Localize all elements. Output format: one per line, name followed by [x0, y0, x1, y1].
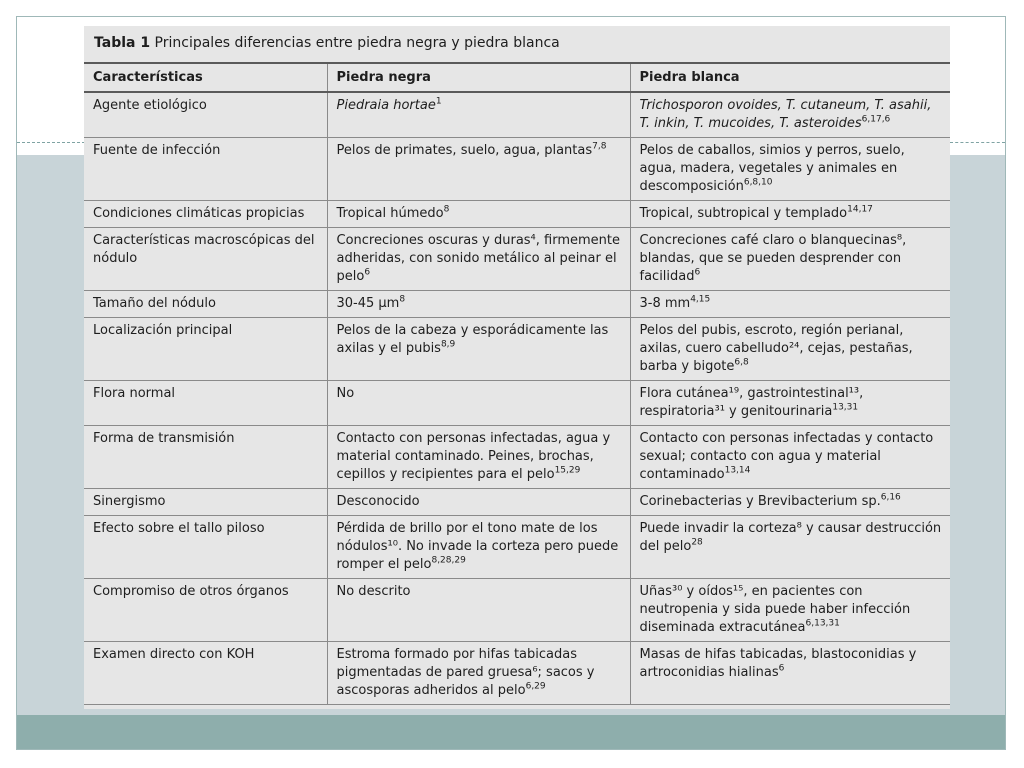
reference-superscript: 6,13,31 [805, 618, 840, 629]
piedra-blanca-cell [630, 381, 950, 426]
cell-text: Desconocido [336, 494, 420, 509]
reference-superscript: 13,31 [832, 402, 859, 413]
table-caption-text: Principales diferencias entre piedra negra y piedra blanca [154, 35, 560, 51]
cell-text: Pérdida de brillo por el tono mate de los nódulos¹⁰. No invade la corteza pero puede romper el pelo [336, 521, 619, 572]
reference-superscript: 8,28,29 [431, 555, 466, 566]
piedra-negra-cell [327, 426, 630, 489]
piedra-blanca-cell [630, 579, 950, 642]
feature-cell: Fuente de infección [84, 138, 327, 201]
reference-superscript: 6,8 [734, 357, 749, 368]
feature-cell: Sinergismo [84, 489, 327, 516]
table-header-row [84, 63, 950, 92]
table-row [84, 579, 950, 642]
feature-cell: Examen directo con KOH [84, 642, 327, 705]
cell-text: 30-45 µm [336, 296, 400, 311]
reference-superscript: 6,16 [880, 492, 901, 503]
slide-footer-band [17, 715, 1005, 749]
feature-cell: Flora normal [84, 381, 327, 426]
reference-superscript: 4,15 [690, 294, 711, 305]
piedra-negra-cell [327, 228, 630, 291]
divider-dashed-right [950, 142, 1005, 143]
cell-text: Pelos del pubis, escroto, región perianal, axilas, cuero cabelludo²⁴, cejas, pestañas, barba y bigote [639, 323, 913, 374]
table-row [84, 291, 950, 318]
piedra-negra-cell [327, 291, 630, 318]
piedra-negra-cell [327, 318, 630, 381]
feature-cell: Condiciones climáticas propicias [84, 201, 327, 228]
reference-superscript: 6,8,10 [743, 177, 773, 188]
piedra-blanca-cell [630, 318, 950, 381]
table-row [84, 318, 950, 381]
cell-text: Puede invadir la corteza⁸ y causar destrucción del pelo [639, 521, 942, 554]
feature-cell: Localización principal [84, 318, 327, 381]
piedra-negra-cell [327, 138, 630, 201]
italic-text: Trichosporon ovoides, T. cutaneum, T. asahii, T. inkin, T. mucoides, T. asteroides [639, 98, 932, 131]
reference-superscript: 8,9 [440, 339, 456, 350]
reference-superscript: 1 [435, 96, 442, 107]
piedra-blanca-cell [630, 426, 950, 489]
header-piedra-blanca: Piedra blanca [630, 63, 950, 92]
cell-text: Pelos de caballos, simios y perros, suelo, agua, madera, vegetales y animales en descomposición [639, 143, 905, 194]
reference-superscript: 6 [694, 267, 701, 278]
reference-superscript: 28 [691, 537, 703, 548]
table-caption [84, 26, 950, 62]
cell-text: Contacto con personas infectadas, agua y material contaminado. Peines, brochas, cepillos y recipientes para el pelo [336, 431, 611, 482]
table-row [84, 516, 950, 579]
table-row [84, 201, 950, 228]
piedra-blanca-cell [630, 489, 950, 516]
piedra-negra-cell [327, 516, 630, 579]
cell-text: Pelos de primates, suelo, agua, plantas [336, 143, 593, 158]
piedra-negra-cell [327, 489, 630, 516]
header-caracteristicas: Características [84, 63, 327, 92]
piedra-blanca-cell [630, 642, 950, 705]
table-row [84, 642, 950, 705]
cell-text: Estroma formado por hifas tabicadas pigmentadas de pared gruesa⁶; sacos y ascosporas adheridos al pelo [336, 647, 595, 698]
header-piedra-negra: Piedra negra [327, 63, 630, 92]
reference-superscript: 14,17 [847, 204, 873, 215]
table-body [84, 92, 950, 705]
reference-superscript: 6,17,6 [861, 114, 891, 125]
piedra-blanca-cell [630, 516, 950, 579]
reference-superscript: 7,8 [592, 141, 607, 152]
cell-text: Tropical húmedo [336, 206, 444, 221]
table-row [84, 426, 950, 489]
table-caption-label: Tabla 1 [94, 35, 151, 51]
reference-superscript: 8 [443, 204, 450, 215]
feature-cell: Características macroscópicas del nódulo [84, 228, 327, 291]
reference-superscript: 6 [364, 267, 371, 278]
divider-dashed-left [17, 142, 85, 143]
feature-cell: Agente etiológico [84, 92, 327, 138]
cell-text: Tropical, subtropical y templado [639, 206, 848, 221]
feature-cell: Compromiso de otros órganos [84, 579, 327, 642]
table-row [84, 381, 950, 426]
feature-cell: Efecto sobre el tallo piloso [84, 516, 327, 579]
cell-text: Flora cutánea¹⁹, gastrointestinal¹³, respiratoria³¹ y genitourinaria [639, 386, 864, 419]
piedra-blanca-cell [630, 201, 950, 228]
piedra-negra-cell [327, 642, 630, 705]
italic-text: Piedraia hortae [336, 98, 436, 113]
cell-text: 3-8 mm [639, 296, 691, 311]
piedra-blanca-cell [630, 228, 950, 291]
piedra-negra-cell [327, 381, 630, 426]
cell-text: Concreciones café claro o blanquecinas⁸, blandas, que se pueden desprender con facilidad [639, 233, 907, 284]
table-row [84, 489, 950, 516]
piedra-negra-cell [327, 92, 630, 138]
cell-text: No descrito [336, 584, 411, 599]
reference-superscript: 6,29 [525, 681, 546, 692]
reference-superscript: 8 [399, 294, 406, 305]
reference-superscript: 6 [778, 663, 785, 674]
cell-text: Pelos de la cabeza y esporádicamente las axilas y el pubis [336, 323, 609, 356]
cell-text: Concreciones oscuras y duras⁴, firmemente adheridas, con sonido metálico al peinar el pelo [336, 233, 620, 284]
cell-text: Uñas³⁰ y oídos¹⁵, en pacientes con neutropenia y sida puede haber infección diseminada extracutánea [639, 584, 911, 635]
feature-cell: Forma de transmisión [84, 426, 327, 489]
cell-text: No [336, 386, 355, 401]
feature-cell: Tamaño del nódulo [84, 291, 327, 318]
piedra-blanca-cell [630, 291, 950, 318]
cell-text: Masas de hifas tabicadas, blastoconidias y artroconidias hialinas [639, 647, 917, 680]
table-row [84, 228, 950, 291]
table-panel [84, 26, 950, 709]
table-row [84, 138, 950, 201]
table-row [84, 92, 950, 138]
piedra-blanca-cell [630, 92, 950, 138]
cell-text: Corinebacterias y Brevibacterium sp. [639, 494, 881, 509]
piedra-negra-cell [327, 201, 630, 228]
reference-superscript: 15,29 [554, 465, 581, 476]
cell-text: Contacto con personas infectadas y contacto sexual; contacto con agua y material contaminado [639, 431, 934, 482]
differences-table [84, 62, 950, 705]
piedra-negra-cell [327, 579, 630, 642]
reference-superscript: 13,14 [724, 465, 751, 476]
piedra-blanca-cell [630, 138, 950, 201]
